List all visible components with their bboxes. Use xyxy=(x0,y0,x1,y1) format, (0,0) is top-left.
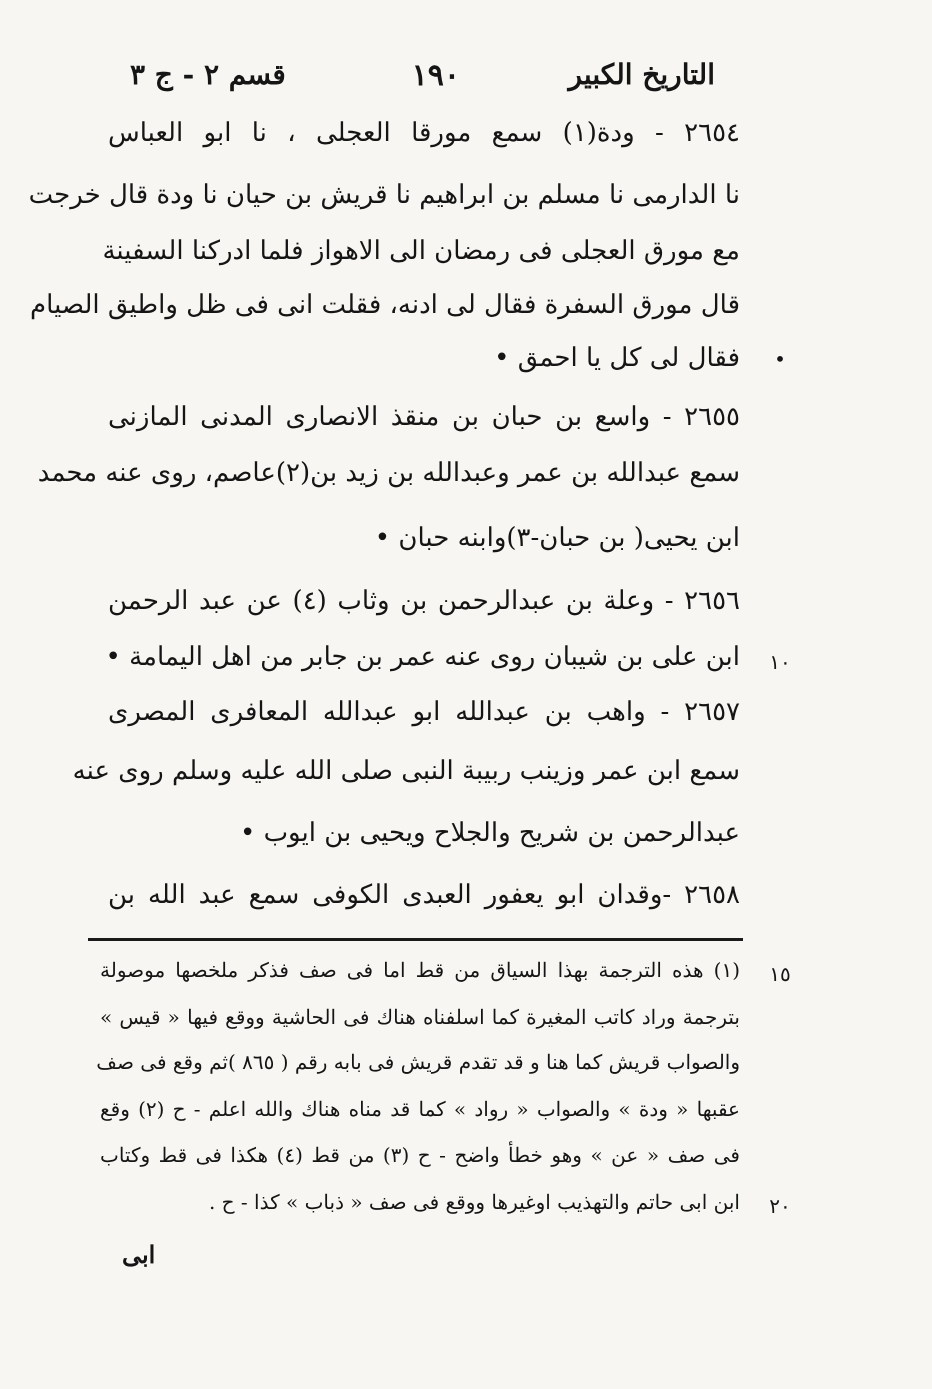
footnote-line-1: (١) هذه الترجمة بهذا السياق من قط اما فى صف فذكر ملخصها موصولة xyxy=(100,958,740,982)
margin-line-number-10: ١٠ xyxy=(769,650,791,674)
entry-2654-line-4: قال مورق السفرة فقال لى ادنه، فقلت انى فى ظل واطيق الصيام xyxy=(30,290,740,320)
entry-2655-line-2: سمع عبدالله بن عمر وعبدالله بن زيد بن(٢)عاصم، روى عنه محمد xyxy=(37,458,740,488)
entry-2655-line-1: ٢٦٥٥ - واسع بن حبان بن منقذ الانصارى المدنى المازنى xyxy=(108,402,740,432)
footnote-line-3: والصواب قريش كما هنا و قد تقدم قريش فى بابه رقم ( ٨٦٥ )ثم وقع فى صف xyxy=(96,1050,740,1074)
margin-line-number-15: ١٥ xyxy=(769,962,791,986)
page-number: ١٩٠ xyxy=(411,58,460,93)
margin-line-number-20: ٢٠ xyxy=(769,1194,791,1218)
footnote-line-5: فى صف « عن » وهو خطأ واضح - ح (٣) من قط (٤) هكذا فى قط وكتاب xyxy=(100,1143,740,1167)
running-title: التاريخ الكبير xyxy=(568,58,715,91)
entry-2656-line-1: ٢٦٥٦ - وعلة بن عبدالرحمن بن وثاب (٤) عن عبد الرحمن xyxy=(108,586,740,616)
entry-2658-line-1: ٢٦٥٨ -وقدان ابو يعفور العبدى الكوفى سمع عبد الله بن xyxy=(108,880,740,910)
page-header xyxy=(130,58,715,106)
entry-2654-line-2: نا الدارمى نا مسلم بن ابراهيم نا قريش بن حيان نا ودة قال خرجت xyxy=(28,180,740,210)
footnote-line-6: ابن ابى حاتم والتهذيب اوغيرها ووقع فى صف « ذباب » كذا - ح . xyxy=(208,1190,740,1214)
entry-2657-line-3: عبدالرحمن بن شريح والجلاح ويحيى بن ايوب • xyxy=(239,818,740,848)
entry-2654-line-5: فقال لى كل يا احمق • xyxy=(494,343,740,373)
footnote-line-4: عقبها « ودة » والصواب « رواد » كما قد مناه هناك والله اعلم - ح (٢) وقع xyxy=(100,1097,740,1121)
entry-2654-line-3: مع مورق العجلى فى رمضان الى الاهواز فلما ادركنا السفينة xyxy=(102,236,740,266)
footnote-line-2: بترجمة وراد كاتب المغيرة كما اسلفناه هناك فى الحاشية ووقع فيها « قيس » xyxy=(100,1005,740,1029)
entry-2657-line-2: سمع ابن عمر وزينب ربيبة النبى صلى الله عليه وسلم روى عنه xyxy=(72,756,740,786)
volume-indicator: قسم ٢ - ج ٣ xyxy=(130,58,286,91)
entry-2657-line-1: ٢٦٥٧ - واهب بن عبدالله ابو عبدالله المعافرى المصرى xyxy=(108,697,740,727)
footnote-separator xyxy=(88,938,743,941)
catchword: ابى xyxy=(122,1240,156,1269)
margin-marker-5: • xyxy=(774,347,786,371)
entry-2655-line-3: ابن يحيى( بن حبان-٣)وابنه حبان • xyxy=(374,523,740,553)
entry-2656-line-2: ابن على بن شيبان روى عنه عمر بن جابر من اهل اليمامة • xyxy=(105,642,740,672)
entry-2654-line-1: ٢٦٥٤ - ودة(١) سمع مورقا العجلى ، نا ابو العباس xyxy=(108,118,740,148)
